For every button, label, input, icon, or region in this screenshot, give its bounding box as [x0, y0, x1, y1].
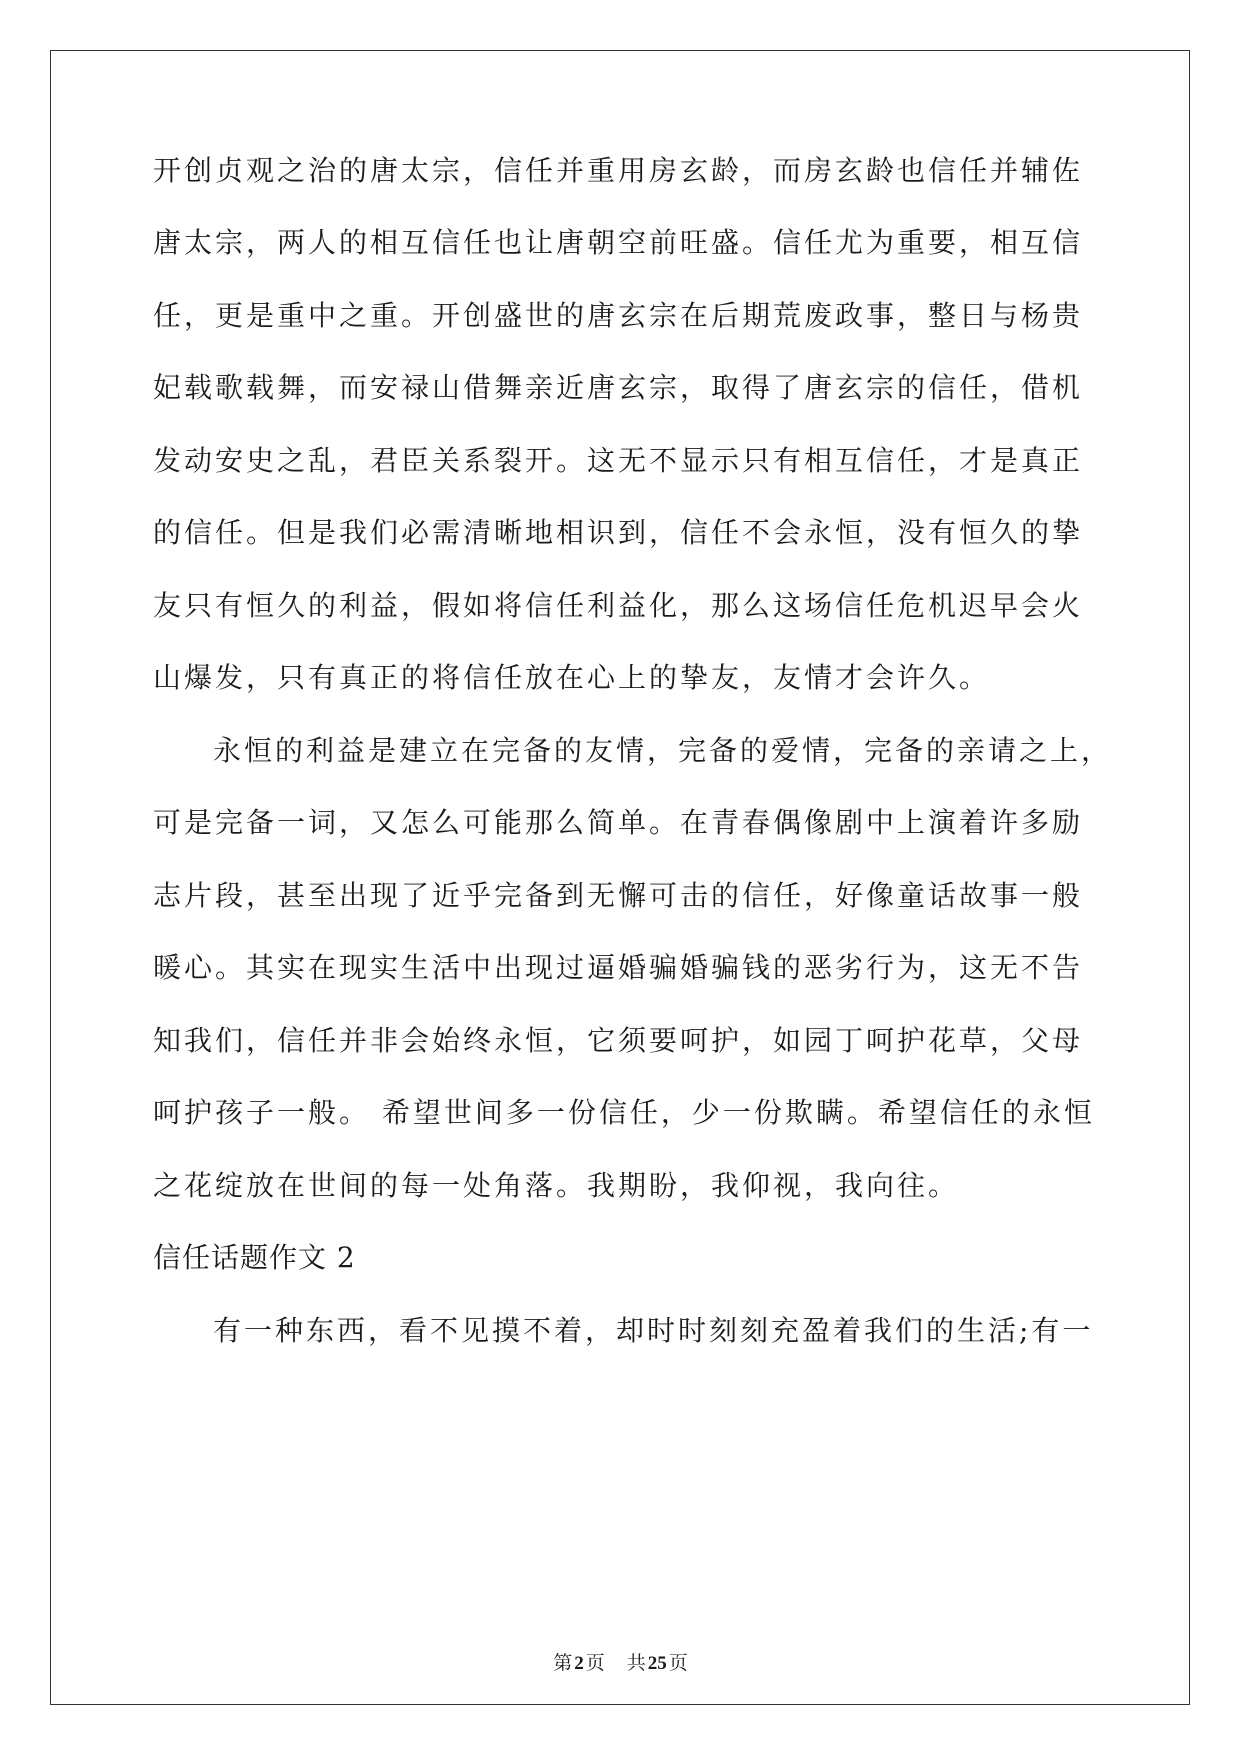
total-suffix: 页	[668, 1652, 688, 1674]
section-heading: 信任话题作文 2	[153, 1241, 356, 1274]
text-line: 志片段，甚至出现了近乎完备到无懈可击的信任，好像童话故事一般	[153, 879, 1084, 912]
text-line: 之花绽放在世间的每一处角落。我期盼，我仰视，我向往。	[153, 1169, 960, 1202]
page-suffix: 页	[585, 1652, 605, 1674]
text-line: 知我们，信任并非会始终永恒，它须要呵护，如园丁呵护花草，父母	[153, 1024, 1084, 1057]
total-prefix: 共	[626, 1652, 646, 1674]
text-line: 可是完备一词，又怎么可能那么简单。在青春偶像剧中上演着许多励	[153, 806, 1084, 839]
text-line: 暖心。其实在现实生活中出现过逼婚骗婚骗钱的恶劣行为，这无不告	[153, 951, 1084, 984]
page-footer	[0, 1651, 1241, 1676]
text-line: 唐太宗，两人的相互信任也让唐朝空前旺盛。信任尤为重要，相互信	[153, 226, 1084, 259]
total-page-number: 25	[647, 1653, 667, 1674]
text-line: 任，更是重中之重。开创盛世的唐玄宗在后期荒废政事，整日与杨贵	[153, 299, 1084, 332]
text-line: 的信任。但是我们必需清晰地相识到，信任不会永恒，没有恒久的挚	[153, 516, 1084, 549]
current-page-number: 2	[574, 1653, 584, 1674]
paragraph-first-line: 有一种东西，看不见摸不着，却时时刻刻充盈着我们的生活;有一	[213, 1314, 1094, 1347]
text-line: 开创贞观之治的唐太宗，信任并重用房玄龄，而房玄龄也信任并辅佐	[153, 154, 1084, 187]
text-line: 呵护孩子一般。 希望世间多一份信任，少一份欺瞒。希望信任的永恒	[153, 1096, 1095, 1129]
text-line: 山爆发，只有真正的将信任放在心上的挚友，友情才会许久。	[153, 661, 991, 694]
text-line: 友只有恒久的利益，假如将信任利益化，那么这场信任危机迟早会火	[153, 589, 1084, 622]
text-line: 发动安史之乱，君臣关系裂开。这无不显示只有相互信任，才是真正	[153, 444, 1084, 477]
paragraph-first-line: 永恒的利益是建立在完备的友情，完备的爱情，完备的亲请之上，	[213, 734, 1113, 767]
text-line: 妃载歌载舞，而安禄山借舞亲近唐玄宗，取得了唐玄宗的信任，借机	[153, 371, 1084, 404]
page-prefix: 第	[553, 1652, 573, 1674]
